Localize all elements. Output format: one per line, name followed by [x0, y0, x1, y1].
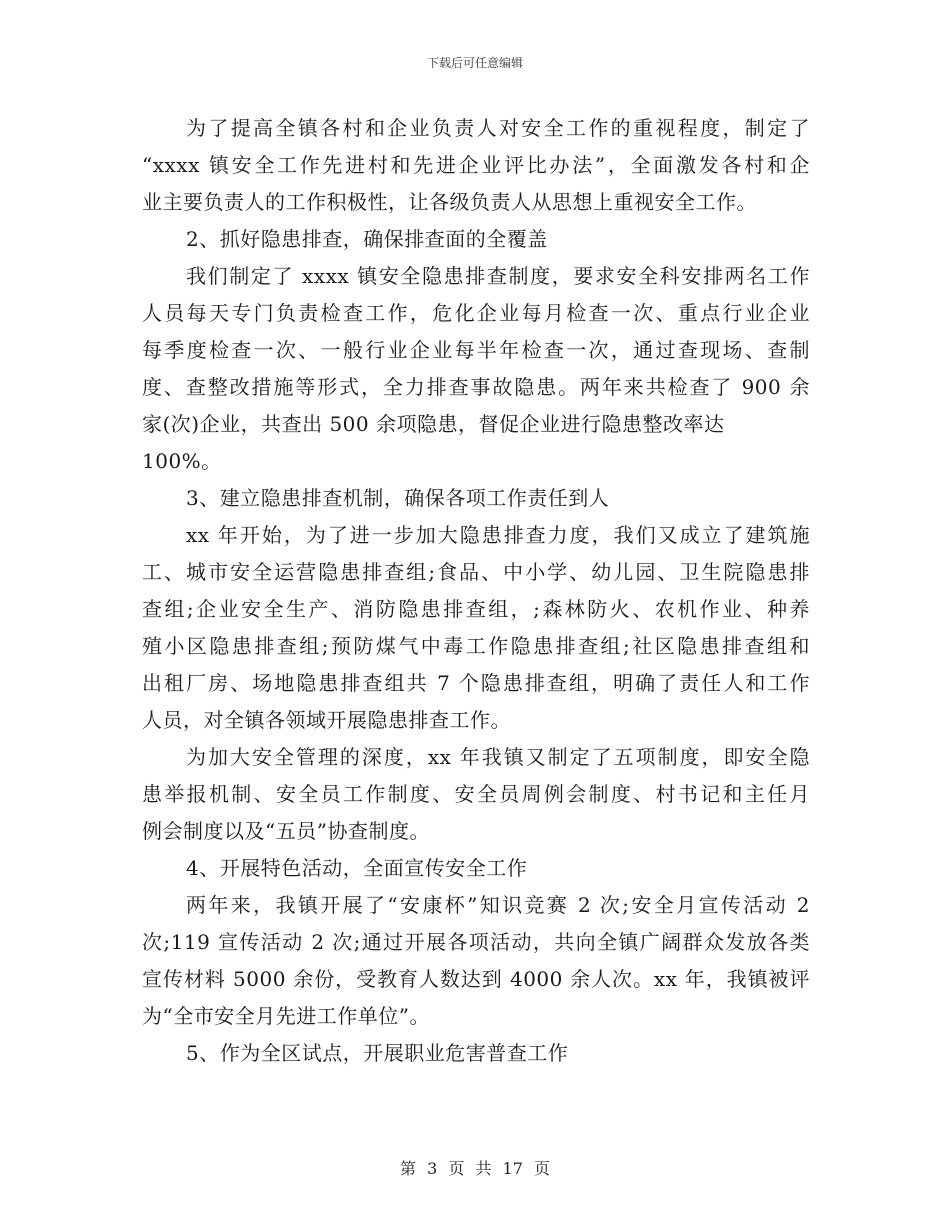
text-line: 两年来，我镇开展了“安康杯”知识竞赛 2 次;安全月宣传活动 2	[186, 893, 810, 917]
page-number-footer: 第 3 页 共 17 页	[400, 1159, 550, 1178]
text-line: 我们制定了 xxxx 镇安全隐患排查制度，要求安全科安排两名工作	[186, 264, 810, 288]
text-line: xx 年开始，为了进一步加大隐患排查力度，我们又成立了建筑施	[186, 523, 810, 547]
text-line: 查组;企业安全生产、消防隐患排查组，;森林防火、农机作业、种养	[142, 597, 810, 621]
body-text	[142, 110, 810, 1072]
text-line: 殖小区隐患排查组;预防煤气中毒工作隐患排查组;社区隐患排查组和	[142, 634, 810, 658]
text-line: 100%。	[142, 449, 222, 473]
section-heading: 2、抓好隐患排查，确保排查面的全覆盖	[186, 227, 548, 251]
text-line: 家(次)企业，共查出 500 余项隐患，督促企业进行隐患整改率达	[142, 412, 725, 436]
page-header: 下载后可任意编辑	[426, 56, 523, 70]
text-line: 次;119 宣传活动 2 次;通过开展各项活动，共向全镇广阔群众发放各类	[142, 930, 810, 954]
section-heading: 3、建立隐患排查机制，确保各项工作责任到人	[186, 486, 610, 510]
text-line: 业主要负责人的工作积极性，让各级负责人从思想上重视安全工作。	[142, 190, 757, 214]
section-heading: 5、作为全区试点，开展职业危害普查工作	[186, 1041, 569, 1065]
text-line: 为加大安全管理的深度，xx 年我镇又制定了五项制度，即安全隐	[186, 745, 810, 769]
text-line: “xxxx 镇安全工作先进村和先进企业评比办法”，全面激发各村和企	[142, 153, 810, 177]
text-line: 宣传材料 5000 余份，受教育人数达到 4000 余人次。xx 年，我镇被评	[142, 967, 810, 991]
text-line: 人员，对全镇各领域开展隐患排查工作。	[142, 708, 511, 732]
section-heading: 4、开展特色活动，全面宣传安全工作	[186, 856, 528, 880]
text-line: 度、查整改措施等形式，全力排查事故隐患。两年来共检查了 900 余	[142, 375, 810, 399]
text-line: 为“全市安全月先进工作单位”。	[142, 1004, 430, 1028]
text-line: 为了提高全镇各村和企业负责人对安全工作的重视程度，制定了	[186, 116, 810, 140]
text-line: 出租厂房、场地隐患排查组共 7 个隐患排查组，明确了责任人和工作	[142, 671, 810, 695]
text-line: 每季度检查一次、一般行业企业每半年检查一次，通过查现场、查制	[142, 338, 810, 362]
text-line: 工、城市安全运营隐患排查组;食品、中小学、幼儿园、卫生院隐患排	[142, 560, 810, 584]
text-line: 人员每天专门负责检查工作，危化企业每月检查一次、重点行业企业	[142, 301, 810, 325]
text-line: 患举报机制、安全员工作制度、安全员周例会制度、村书记和主任月	[142, 782, 810, 806]
text-line: 例会制度以及“五员”协查制度。	[142, 819, 430, 843]
